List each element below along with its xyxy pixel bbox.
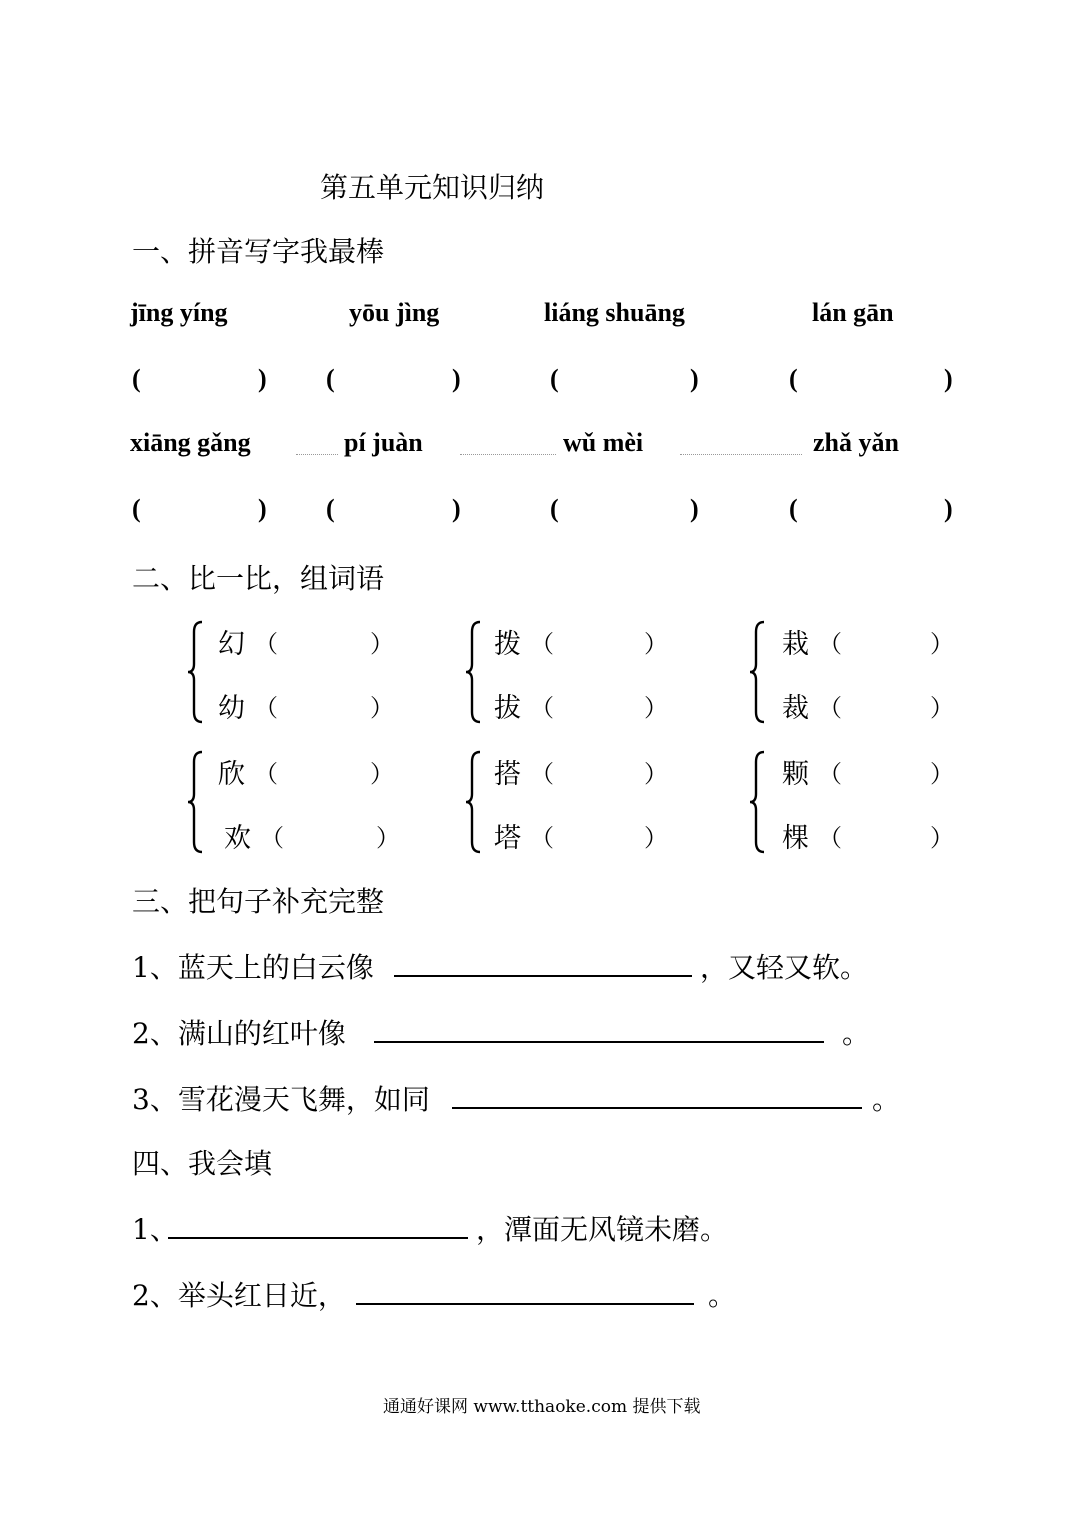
- pinyin-3: liáng shuāng: [544, 298, 685, 327]
- compare-paren-close: ）: [370, 630, 394, 658]
- compare-paren-open: （: [530, 694, 554, 722]
- fill-1-suffix: ，潭面无风镜未磨。: [476, 1213, 729, 1246]
- dotted-separator: [296, 454, 338, 455]
- answer-paren-open: (: [550, 364, 559, 393]
- answer-paren-close: ): [944, 364, 953, 393]
- compare-char: 幼: [218, 693, 245, 724]
- compare-paren-close: ）: [930, 694, 954, 722]
- section-1-heading: 一、拼音写字我最棒: [132, 235, 385, 268]
- compare-paren-close: ）: [370, 694, 394, 722]
- fill-2-blank[interactable]: [356, 1303, 694, 1305]
- compare-paren-close: ）: [930, 824, 954, 852]
- answer-paren-open: (: [132, 364, 141, 393]
- answer-paren-open: (: [550, 494, 559, 523]
- pinyin-6: pí juàn: [344, 428, 423, 457]
- compare-paren-open: （: [530, 760, 554, 788]
- pinyin-1: jīng yíng: [130, 298, 228, 327]
- compare-paren-open: （: [530, 824, 554, 852]
- fill-1-prefix: 1、: [132, 1213, 178, 1246]
- compare-paren-open: （: [530, 630, 554, 658]
- answer-paren-open: (: [132, 494, 141, 523]
- answer-paren-open: (: [789, 364, 798, 393]
- pinyin-7: wǔ mèi: [563, 428, 644, 457]
- fill-1-blank[interactable]: [168, 1237, 468, 1239]
- page-footer: 通通好课网 www.tthaoke.com 提供下载: [383, 1397, 701, 1417]
- sentence-3-prefix: 3、雪花漫天飞舞，如同: [132, 1083, 430, 1116]
- compare-char: 栽: [782, 629, 809, 660]
- fill-2-suffix: 。: [708, 1279, 737, 1312]
- sentence-1-prefix: 1、蓝天上的白云像: [132, 951, 374, 984]
- brace-icon: [186, 620, 206, 724]
- answer-paren-close: ): [258, 494, 267, 523]
- answer-paren-close: ): [452, 364, 461, 393]
- compare-char: 棵: [782, 823, 809, 854]
- answer-paren-open: (: [326, 494, 335, 523]
- compare-char: 拨: [494, 629, 521, 660]
- compare-paren-open: （: [818, 630, 842, 658]
- section-4-heading: 四、我会填: [132, 1147, 273, 1180]
- sentence-1-blank[interactable]: [394, 975, 692, 977]
- answer-paren-close: ): [452, 494, 461, 523]
- brace-icon: [748, 620, 768, 724]
- brace-icon: [464, 620, 484, 724]
- dotted-separator: [680, 454, 802, 455]
- section-3-heading: 三、把句子补充完整: [132, 885, 385, 918]
- compare-paren-open: （: [254, 630, 278, 658]
- brace-icon: [748, 750, 768, 854]
- compare-paren-close: ）: [644, 824, 668, 852]
- brace-icon: [186, 750, 206, 854]
- compare-char: 幻: [218, 629, 245, 660]
- compare-paren-close: ）: [644, 694, 668, 722]
- compare-paren-open: （: [818, 760, 842, 788]
- compare-char: 塔: [494, 823, 521, 854]
- sentence-3-blank[interactable]: [452, 1107, 862, 1109]
- answer-paren-open: (: [326, 364, 335, 393]
- answer-paren-close: ): [258, 364, 267, 393]
- sentence-2-prefix: 2、满山的红叶像: [132, 1017, 346, 1050]
- compare-paren-open: （: [260, 824, 284, 852]
- compare-paren-close: ）: [930, 630, 954, 658]
- answer-paren-close: ): [690, 494, 699, 523]
- brace-icon: [464, 750, 484, 854]
- sentence-2-suffix: 。: [842, 1017, 871, 1050]
- section-2-heading: 二、比一比，组词语: [132, 562, 385, 595]
- compare-paren-open: （: [818, 824, 842, 852]
- pinyin-5: xiāng gǎng: [130, 428, 251, 457]
- answer-paren-open: (: [789, 494, 798, 523]
- compare-paren-close: ）: [930, 760, 954, 788]
- pinyin-8: zhǎ yǎn: [813, 428, 899, 457]
- pinyin-4: lán gān: [812, 298, 894, 327]
- sentence-2-blank[interactable]: [374, 1041, 824, 1043]
- compare-paren-open: （: [254, 694, 278, 722]
- page-title: 第五单元知识归纳: [320, 171, 545, 204]
- compare-paren-close: ）: [644, 630, 668, 658]
- compare-char: 欣: [218, 759, 245, 790]
- compare-paren-open: （: [818, 694, 842, 722]
- compare-paren-close: ）: [370, 760, 394, 788]
- answer-paren-close: ): [944, 494, 953, 523]
- compare-paren-close: ）: [376, 824, 400, 852]
- compare-paren-open: （: [254, 760, 278, 788]
- compare-char: 拔: [494, 693, 521, 724]
- compare-paren-close: ）: [644, 760, 668, 788]
- compare-char: 颗: [782, 759, 809, 790]
- dotted-separator: [460, 454, 556, 455]
- compare-char: 欢: [224, 823, 251, 854]
- answer-paren-close: ): [690, 364, 699, 393]
- sentence-1-suffix: ，又轻又软。: [700, 951, 869, 984]
- fill-2-prefix: 2、举头红日近，: [132, 1279, 346, 1312]
- sentence-3-suffix: 。: [872, 1083, 901, 1116]
- pinyin-2: yōu jìng: [349, 298, 440, 327]
- compare-char: 裁: [782, 693, 809, 724]
- compare-char: 搭: [494, 759, 521, 790]
